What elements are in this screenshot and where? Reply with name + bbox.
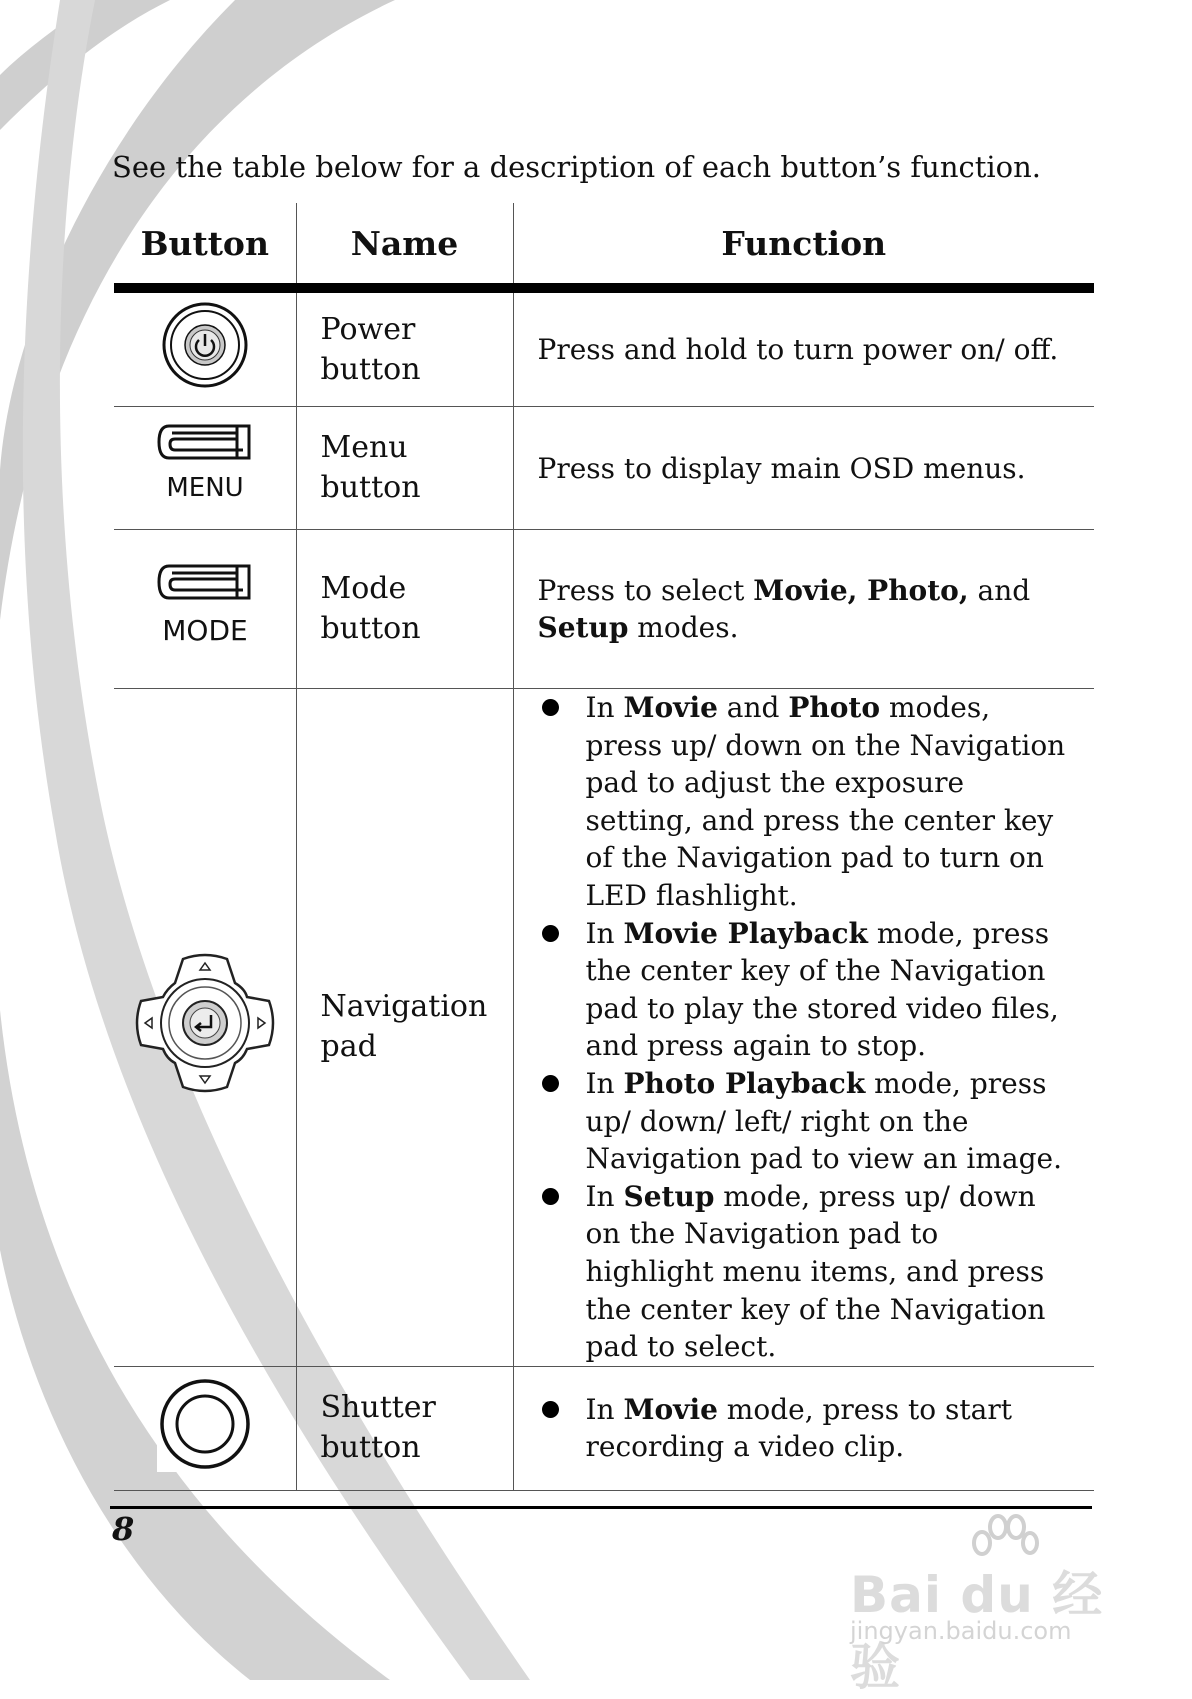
- power-button-icon: [157, 297, 253, 393]
- power-button-function: Press and hold to turn power on/ off.: [513, 288, 1094, 407]
- shutter-button-name: Shutter button: [296, 1366, 513, 1490]
- mode-icon-label: MODE: [162, 613, 248, 647]
- navigation-pad-icon: [135, 953, 275, 1093]
- shutter-button-icon: [157, 1376, 253, 1472]
- button-function-table: [114, 203, 1094, 1491]
- list-item: In Movie mode, press to start recording a video clip.: [538, 1391, 1075, 1466]
- footer-rule: [110, 1506, 1092, 1509]
- icon-cell: [114, 407, 296, 530]
- table-row: [114, 689, 1094, 1367]
- navigation-pad-function: [513, 689, 1094, 1367]
- table-row: [114, 1366, 1094, 1490]
- navigation-pad-bullets: [538, 689, 1075, 1366]
- icon-cell: [114, 1366, 296, 1490]
- page-number: 8: [112, 1510, 135, 1548]
- menu-button-icon: [155, 422, 255, 506]
- table-header-row: [114, 203, 1094, 288]
- baidu-watermark: [850, 1535, 1140, 1696]
- header-name: Name: [296, 203, 513, 288]
- menu-icon-label: MENU: [166, 472, 244, 503]
- header-function: Function: [513, 203, 1094, 288]
- list-item: In Movie Playback mode, press the center key of the Navigation pad to play the stored video files, and press again to stop.: [538, 915, 1075, 1065]
- watermark-url: jingyan.baidu.com: [850, 1617, 1072, 1645]
- menu-button-function: Press to display main OSD menus.: [513, 407, 1094, 530]
- list-item: In Setup mode, press up/ down on the Navigation pad to highlight menu items, and press the center key of the Navigation pad to select.: [538, 1178, 1075, 1366]
- mode-button-name: Mode button: [296, 530, 513, 689]
- navigation-pad-name: Navigation pad: [296, 689, 513, 1367]
- watermark-brand: Bai du 经验: [850, 1566, 1104, 1696]
- power-button-name: Power button: [296, 288, 513, 407]
- icon-cell: [114, 288, 296, 407]
- icon-cell: [114, 689, 296, 1367]
- menu-button-name: Menu button: [296, 407, 513, 530]
- header-button: Button: [114, 203, 296, 288]
- list-item: In Photo Playback mode, press up/ down/ left/ right on the Navigation pad to view an image.: [538, 1065, 1075, 1178]
- table-row: [114, 407, 1094, 530]
- table-row: [114, 288, 1094, 407]
- shutter-button-function: [513, 1366, 1094, 1490]
- list-item: In Movie and Photo modes, press up/ down on the Navigation pad to adjust the exposure setting, and press the center key of the Navigation pad to turn on LED flashlight.: [538, 689, 1075, 915]
- icon-cell: [114, 530, 296, 689]
- intro-text: See the table below for a description of each button’s function.: [112, 150, 1042, 184]
- table-row: [114, 530, 1094, 689]
- mode-button-icon: [155, 562, 255, 648]
- shutter-button-bullets: [538, 1391, 1075, 1466]
- mode-button-function: Press to select Movie, Photo, and Setup modes.: [513, 530, 1094, 689]
